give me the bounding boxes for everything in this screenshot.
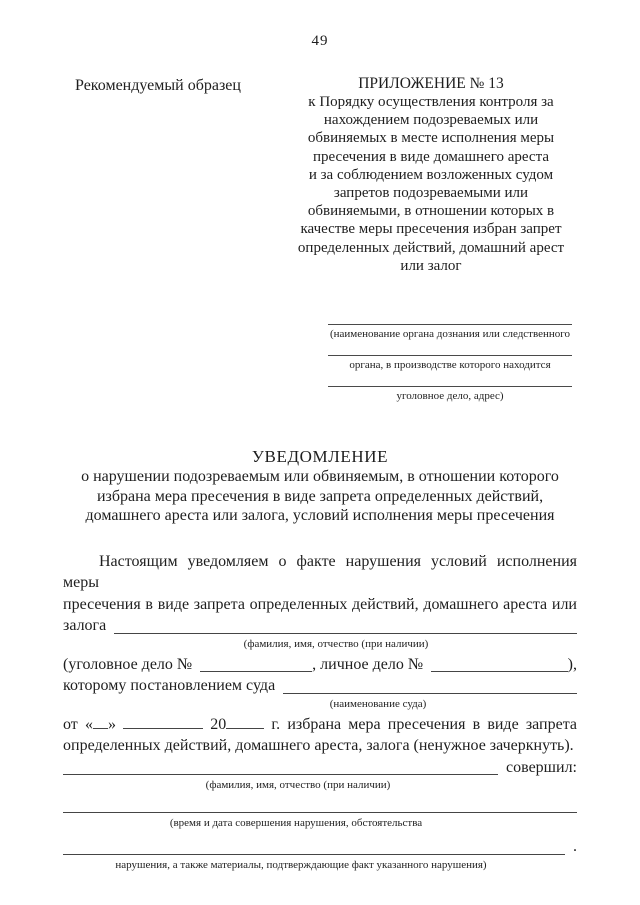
committed-line	[63, 757, 577, 779]
appendix-line: определенных действий, домашний арест	[297, 239, 565, 256]
notice-body	[63, 551, 577, 872]
appendix-title: ПРИЛОЖЕНИЕ № 13	[358, 75, 504, 92]
violation-details-line	[63, 836, 577, 858]
appendix-line: и за соблюдением возложенных судом	[308, 166, 554, 183]
date-year-blank	[226, 714, 264, 729]
body-text: от «	[63, 715, 93, 733]
body-text: ),	[567, 655, 577, 673]
appendix-line: нахождением подозреваемых или	[323, 112, 539, 129]
violation-materials-caption: нарушения, а также материалы, подтверждающие факт указанного нарушения)	[115, 858, 487, 871]
appendix-line: или залог	[400, 257, 462, 274]
blank-field-caption: (наименование органа дознания или следственного	[329, 328, 571, 341]
notice-title: УВЕДОМЛЕНИЕ	[251, 447, 389, 467]
appendix-line: к Порядку осуществления контроля за	[308, 94, 554, 110]
appendix-line: обвиняемых в месте исполнения меры	[307, 130, 555, 147]
fio-blank-field	[114, 633, 577, 634]
notice-subtitle-line: избрана мера пресечения в виде запрета определенных действий,	[96, 487, 544, 505]
notice-subtitle-line: о нарушении подозреваемым или обвиняемым, в отношении которого	[81, 468, 559, 486]
appendix-line: запретов подозреваемыми или	[333, 185, 529, 202]
notice-heading	[0, 446, 640, 526]
body-text: (уголовное дело №	[63, 655, 193, 673]
appendix-line: пресечения в виде домашнего ареста	[313, 148, 549, 165]
body-text: г. избрана мера пресечения в виде запрета	[271, 715, 577, 733]
addressee-blank-2	[328, 352, 572, 371]
committed-label: совершил:	[506, 758, 577, 776]
fio-caption: (фамилия, имя, отчество (при наличии)	[205, 779, 391, 792]
header-row	[0, 75, 640, 275]
violation-details-blank	[63, 854, 565, 855]
blank-field-caption: органа, в производстве которого находится	[349, 359, 551, 372]
appendix-line: качестве меры пресечения избран запрет	[300, 221, 562, 238]
fio-caption: (фамилия, имя, отчество (при наличии)	[243, 637, 429, 650]
body-paragraph-line: Настоящим уведомляем о факте нарушения условий исполнения меры	[63, 552, 577, 592]
personal-file-number-blank	[431, 671, 568, 672]
body-text: залога	[63, 617, 107, 635]
court-caption: (наименование суда)	[329, 697, 427, 710]
body-paragraph-line: пресечения в виде запрета определенных действий, домашнего ареста или	[63, 595, 577, 613]
fio-blank-field	[63, 774, 498, 775]
date-month-blank	[123, 714, 203, 729]
body-text: »	[107, 715, 116, 733]
addressee-blank-1	[328, 321, 572, 340]
violation-details-blank	[63, 795, 577, 813]
body-text: , личное дело №	[312, 655, 424, 673]
violation-time-caption: (время и дата совершения нарушения, обстоятельства	[169, 817, 423, 830]
addressee-blank-3	[328, 383, 572, 402]
court-line	[63, 675, 577, 697]
addressee-block	[328, 321, 572, 402]
notice-subtitle-line: домашнего ареста или залога, условий исполнения меры пресечения	[85, 507, 555, 525]
name-blank-line	[63, 615, 577, 637]
date-line	[63, 714, 577, 736]
case-number-line	[63, 654, 577, 676]
appendix-block	[280, 75, 582, 275]
recommended-sample-label: Рекомендуемый образец	[75, 77, 241, 94]
date-day-blank	[93, 714, 108, 729]
court-name-blank	[283, 693, 577, 694]
blank-field-caption: уголовное дело, адрес)	[396, 390, 504, 403]
body-paragraph-line: определенных действий, домашнего ареста, залога (ненужное зачеркнуть).	[63, 737, 574, 755]
end-period: .	[573, 838, 577, 856]
page-number: 49	[311, 33, 329, 49]
body-text: 20	[210, 715, 227, 733]
body-text: которому постановлением суда	[63, 677, 276, 695]
criminal-case-number-blank	[200, 671, 312, 672]
appendix-line: обвиняемыми, в отношении которых в	[307, 203, 555, 220]
